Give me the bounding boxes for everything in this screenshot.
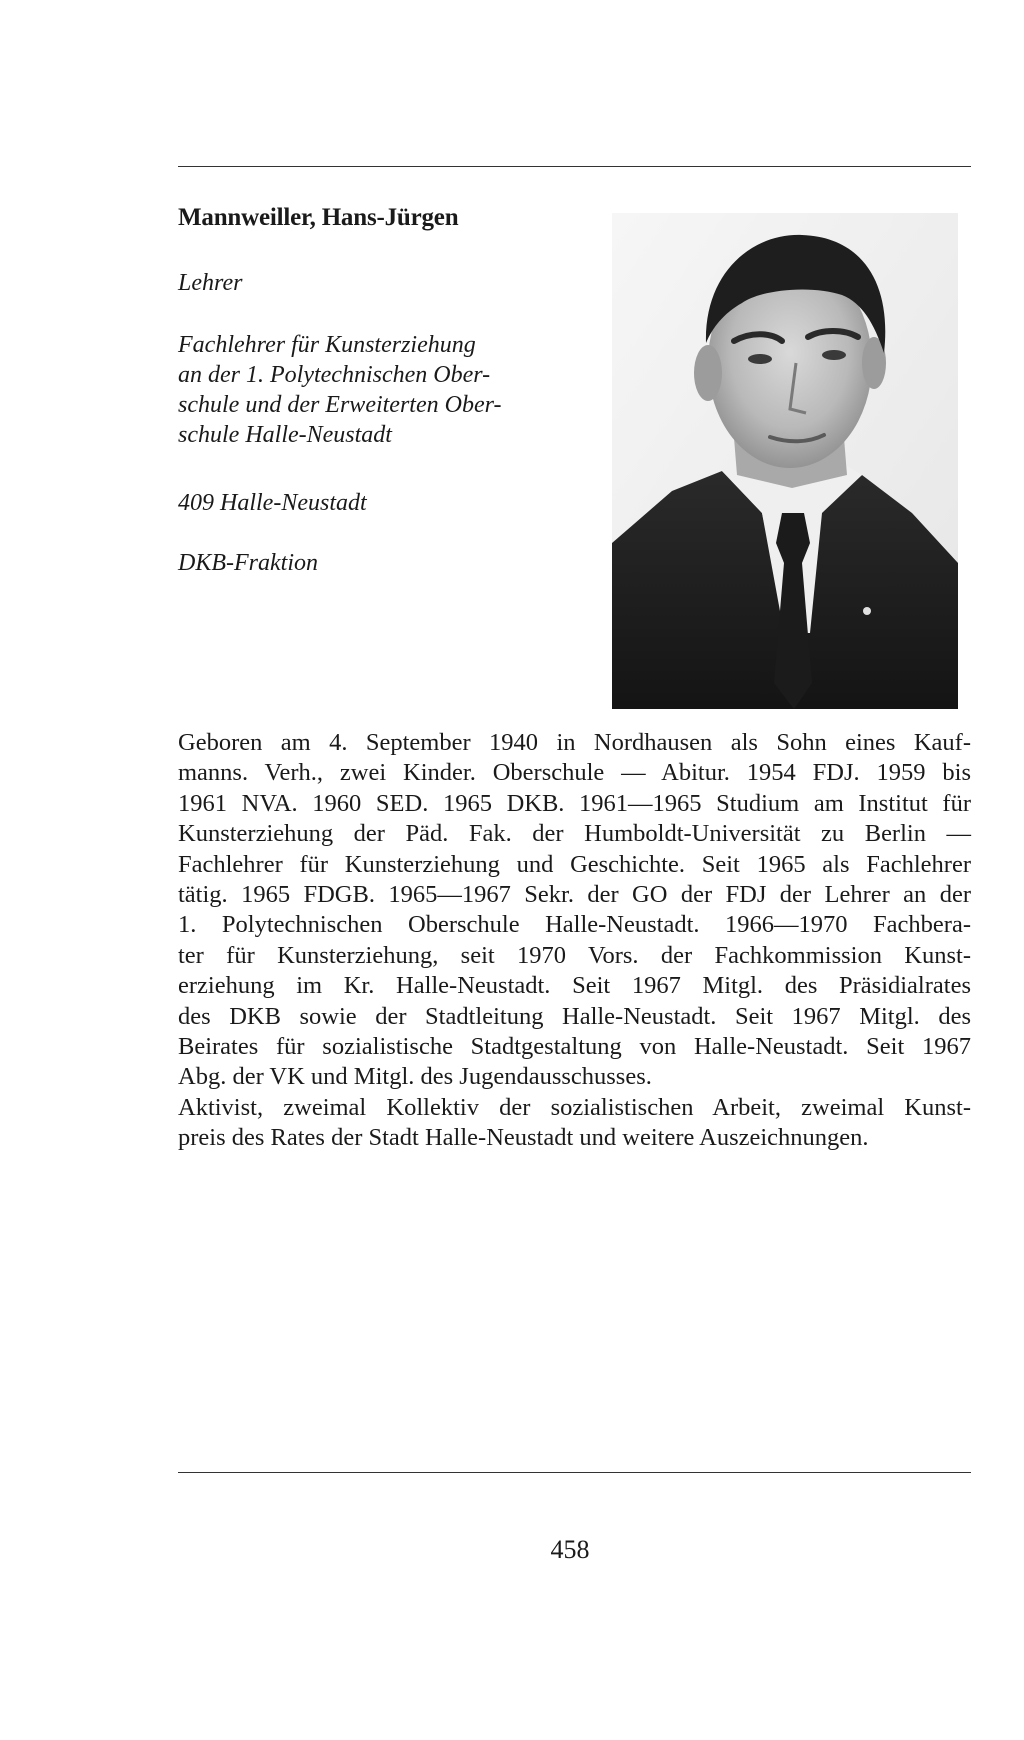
entry-faction: DKB-Fraktion xyxy=(178,550,318,576)
bio-line: preis des Rates der Stadt Halle-Neustadt und weitere Auszeichnungen. xyxy=(178,1124,869,1152)
bio-line: Geboren am 4. September 1940 in Nordhausen als Sohn eines Kauf- xyxy=(178,729,971,756)
entry-address: 409 Halle-Neustadt xyxy=(178,490,367,516)
entry-profession: Lehrer xyxy=(178,270,243,296)
position-line: schule Halle-Neustadt xyxy=(178,422,392,448)
position-line: schule und der Erweiterten Ober- xyxy=(178,392,502,418)
bio-line: Kunsterziehung der Päd. Fak. der Humboldt-Universität zu Berlin — xyxy=(178,820,971,848)
entry-position xyxy=(178,330,558,450)
entry-name: Mannweiller, Hans-Jürgen xyxy=(178,204,459,231)
portrait-photo xyxy=(612,213,958,709)
bio-line: Beirates für sozialistische Stadtgestaltung von Halle-Neustadt. Seit 1967 xyxy=(178,1032,971,1060)
bio-line: Abg. der VK und Mitgl. des Jugendausschusses. xyxy=(178,1063,652,1091)
bio-line: Aktivist, zweimal Kollektiv der sozialistischen Arbeit, zweimal Kunst- xyxy=(178,1093,971,1121)
bio-line: Fachlehrer für Kunsterziehung und Geschichte. Seit 1965 als Fachlehrer xyxy=(178,850,971,878)
bio-line: ter für Kunsterziehung, seit 1970 Vors. der Fachkommission Kunst- xyxy=(178,941,971,969)
portrait-illustration xyxy=(612,213,958,709)
page-number: 458 xyxy=(550,1535,590,1564)
entry-biography xyxy=(178,728,971,1153)
bio-line: tätig. 1965 FDGB. 1965—1967 Sekr. der GO der FDJ der Lehrer an der xyxy=(178,880,971,908)
top-rule xyxy=(178,166,971,167)
bio-line: erziehung im Kr. Halle-Neustadt. Seit 1967 Mitgl. des Präsidialrates xyxy=(178,972,971,1000)
bottom-rule xyxy=(178,1472,971,1473)
position-line: Fachlehrer für Kunsterziehung xyxy=(178,332,476,358)
bio-line: 1961 NVA. 1960 SED. 1965 DKB. 1961—1965 Studium am Institut für xyxy=(178,789,971,817)
bio-line: des DKB sowie der Stadtleitung Halle-Neustadt. Seit 1967 Mitgl. des xyxy=(178,1002,971,1030)
bio-line: manns. Verh., zwei Kinder. Oberschule — Abitur. 1954 FDJ. 1959 bis xyxy=(178,759,971,787)
bio-line: 1. Polytechnischen Oberschule Halle-Neustadt. 1966—1970 Fachbera- xyxy=(178,911,971,939)
position-line: an der 1. Polytechnischen Ober- xyxy=(178,362,491,388)
